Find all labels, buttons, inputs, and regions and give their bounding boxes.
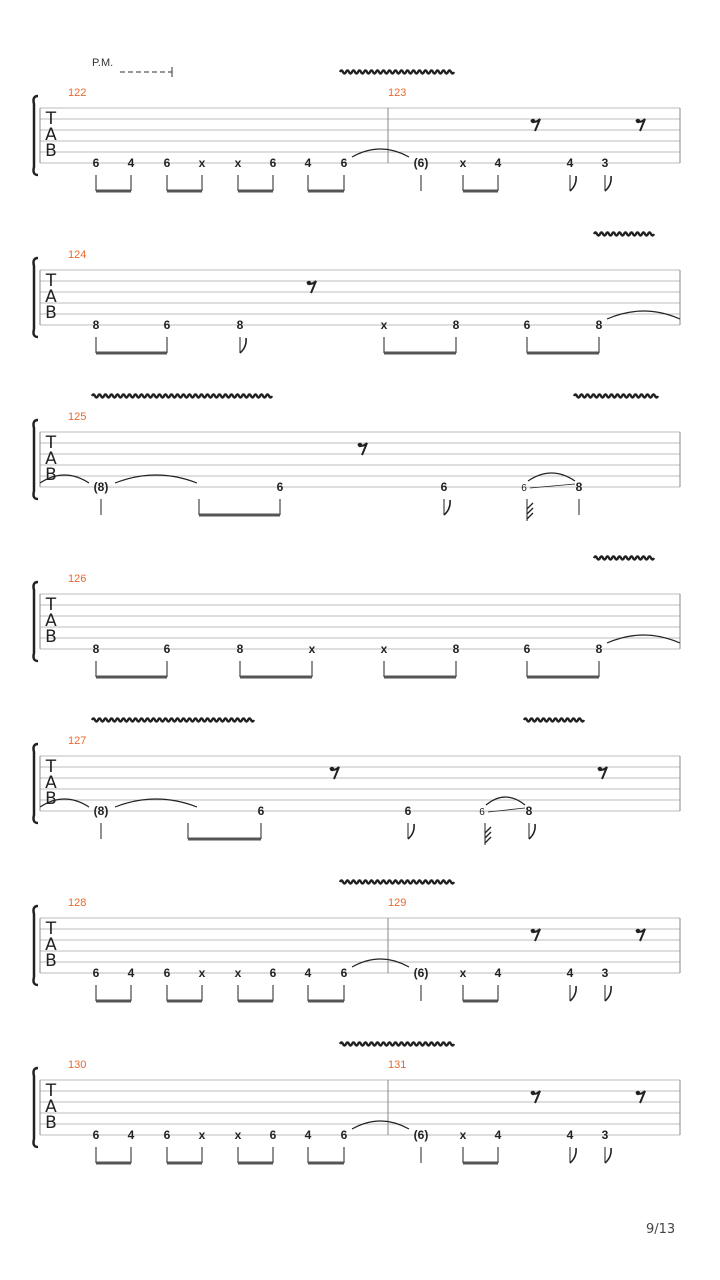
- fret-number: x: [198, 966, 206, 980]
- measure-number: 127: [68, 735, 87, 747]
- fret-number: 4: [494, 966, 502, 980]
- fret-number: 8: [452, 318, 460, 332]
- tab-clef-letter: B: [45, 789, 57, 809]
- tab-clef-letter: T: [45, 109, 57, 129]
- vibrato-mark: [574, 395, 658, 398]
- fret-number: 8: [452, 642, 460, 656]
- fret-number: 6: [340, 156, 348, 170]
- vibrato-mark: [340, 881, 454, 884]
- tab-clef-letter: A: [45, 935, 57, 955]
- fret-number: 4: [494, 1128, 502, 1142]
- fret-number: x: [459, 1128, 467, 1142]
- tab-clef-letter: T: [45, 595, 57, 615]
- system-bracket: [34, 1068, 39, 1147]
- tab-clef-letter: B: [45, 1113, 57, 1133]
- fret-number: 6: [163, 642, 171, 656]
- fret-number: 4: [494, 156, 502, 170]
- fret-number: 6: [276, 480, 284, 494]
- fret-number: 3: [601, 156, 609, 170]
- tab-clef-letter: A: [45, 773, 57, 793]
- fret-number: 4: [127, 156, 135, 170]
- tab-clef-letter: B: [45, 951, 57, 971]
- eighth-rest-dot: [598, 767, 602, 771]
- vibrato-mark: [92, 395, 272, 398]
- tie-arc: [352, 1121, 409, 1129]
- fret-number: 6: [521, 483, 527, 494]
- note-flag: [529, 824, 535, 839]
- fret-number: x: [459, 156, 467, 170]
- fret-number: 6: [523, 318, 531, 332]
- fret-number: 4: [566, 966, 574, 980]
- fret-number: 6: [269, 1128, 277, 1142]
- fret-number: 4: [566, 1128, 574, 1142]
- fret-number: x: [234, 1128, 242, 1142]
- fret-number: x: [198, 1128, 206, 1142]
- measure-number: 122: [68, 87, 87, 99]
- fret-number: 8: [92, 318, 100, 332]
- tab-clef-letter: T: [45, 919, 57, 939]
- vibrato-mark: [92, 719, 254, 722]
- fret-number: x: [380, 642, 388, 656]
- fret-number: x: [198, 156, 206, 170]
- fret-number: 6: [440, 480, 448, 494]
- fret-number: x: [459, 966, 467, 980]
- fret-number: (6): [413, 156, 429, 170]
- measure-number: 130: [68, 1059, 87, 1071]
- tab-clef-letter: A: [45, 287, 57, 307]
- tie-arc-outgoing: [607, 635, 680, 643]
- vibrato-mark: [340, 1043, 454, 1046]
- fret-number: 8: [575, 480, 583, 494]
- measure-number: 126: [68, 573, 87, 585]
- tab-clef-letter: T: [45, 271, 57, 291]
- tab-clef-letter: B: [45, 141, 57, 161]
- fret-number: 6: [92, 156, 100, 170]
- note-flag: [444, 500, 450, 515]
- fret-number: 6: [257, 804, 265, 818]
- fret-number: 6: [92, 1128, 100, 1142]
- measure-number: 123: [388, 87, 407, 99]
- fret-number: 6: [269, 156, 277, 170]
- system-bracket: [34, 744, 39, 823]
- tie-arc: [352, 959, 409, 967]
- fret-number: 8: [92, 642, 100, 656]
- tab-clef-letter: A: [45, 125, 57, 145]
- fret-number: x: [234, 156, 242, 170]
- eighth-rest-dot: [636, 1091, 640, 1095]
- tab-clef-letter: T: [45, 433, 57, 453]
- note-flag: [408, 824, 414, 839]
- tie-arc: [352, 149, 409, 157]
- eighth-rest-dot: [531, 929, 535, 933]
- fret-number: 8: [595, 642, 603, 656]
- tab-clef-letter: A: [45, 449, 57, 469]
- fret-number: x: [308, 642, 316, 656]
- system-bracket: [34, 420, 39, 499]
- note-flag: [605, 176, 611, 191]
- fret-number: 6: [163, 318, 171, 332]
- palm-mute-label: P.M.: [92, 57, 114, 69]
- system-bracket: [34, 906, 39, 985]
- vibrato-mark: [340, 71, 454, 74]
- tab-clef-letter: B: [45, 303, 57, 323]
- system-bracket: [34, 582, 39, 661]
- fret-number: (6): [413, 966, 429, 980]
- tie-arc-outgoing: [607, 311, 680, 319]
- fret-number: 4: [127, 1128, 135, 1142]
- tab-clef-letter: B: [45, 627, 57, 647]
- eighth-rest-dot: [531, 119, 535, 123]
- tab-clef-letter: A: [45, 611, 57, 631]
- fret-number: 6: [479, 807, 485, 818]
- fret-number: x: [234, 966, 242, 980]
- tie-arc: [528, 473, 575, 481]
- fret-number: 6: [523, 642, 531, 656]
- fret-number: (8): [93, 804, 109, 818]
- fret-number: 8: [236, 642, 244, 656]
- fret-number: 8: [595, 318, 603, 332]
- measure-number: 124: [68, 249, 87, 261]
- fret-number: 4: [566, 156, 574, 170]
- tab-clef-letter: B: [45, 465, 57, 485]
- note-flag: [570, 176, 576, 191]
- measure-number: 125: [68, 411, 87, 423]
- fret-number: 6: [269, 966, 277, 980]
- fret-number: 6: [340, 966, 348, 980]
- fret-number: 8: [525, 804, 533, 818]
- fret-number: 4: [127, 966, 135, 980]
- vibrato-mark: [594, 557, 654, 560]
- tab-clef-letter: A: [45, 1097, 57, 1117]
- eighth-rest-dot: [330, 767, 334, 771]
- eighth-rest-dot: [636, 929, 640, 933]
- page-number: 9/13: [646, 1222, 676, 1237]
- note-flag: [570, 1148, 576, 1163]
- vibrato-mark: [594, 233, 654, 236]
- tab-clef-letter: T: [45, 757, 57, 777]
- eighth-rest-dot: [358, 443, 362, 447]
- eighth-rest-dot: [636, 119, 640, 123]
- fret-number: 6: [163, 1128, 171, 1142]
- tab-clef-letter: T: [45, 1081, 57, 1101]
- fret-number: (6): [413, 1128, 429, 1142]
- vibrato-mark: [524, 719, 584, 722]
- fret-number: 4: [304, 156, 312, 170]
- system-bracket: [34, 258, 39, 337]
- fret-number: 6: [92, 966, 100, 980]
- tie-arc: [486, 797, 525, 805]
- eighth-rest-dot: [307, 281, 311, 285]
- note-flag: [605, 1148, 611, 1163]
- measure-number: 128: [68, 897, 87, 909]
- fret-number: 4: [304, 966, 312, 980]
- fret-number: 6: [340, 1128, 348, 1142]
- measure-number: 129: [388, 897, 407, 909]
- fret-number: x: [380, 318, 388, 332]
- note-flag: [240, 338, 246, 353]
- fret-number: 3: [601, 1128, 609, 1142]
- fret-number: 6: [163, 156, 171, 170]
- eighth-rest-dot: [531, 1091, 535, 1095]
- note-flag: [570, 986, 576, 1001]
- measure-number: 131: [388, 1059, 407, 1071]
- fret-number: 3: [601, 966, 609, 980]
- fret-number: 6: [163, 966, 171, 980]
- note-flag: [605, 986, 611, 1001]
- fret-number: (8): [93, 480, 109, 494]
- fret-number: 6: [404, 804, 412, 818]
- fret-number: 4: [304, 1128, 312, 1142]
- system-bracket: [34, 96, 39, 175]
- fret-number: 8: [236, 318, 244, 332]
